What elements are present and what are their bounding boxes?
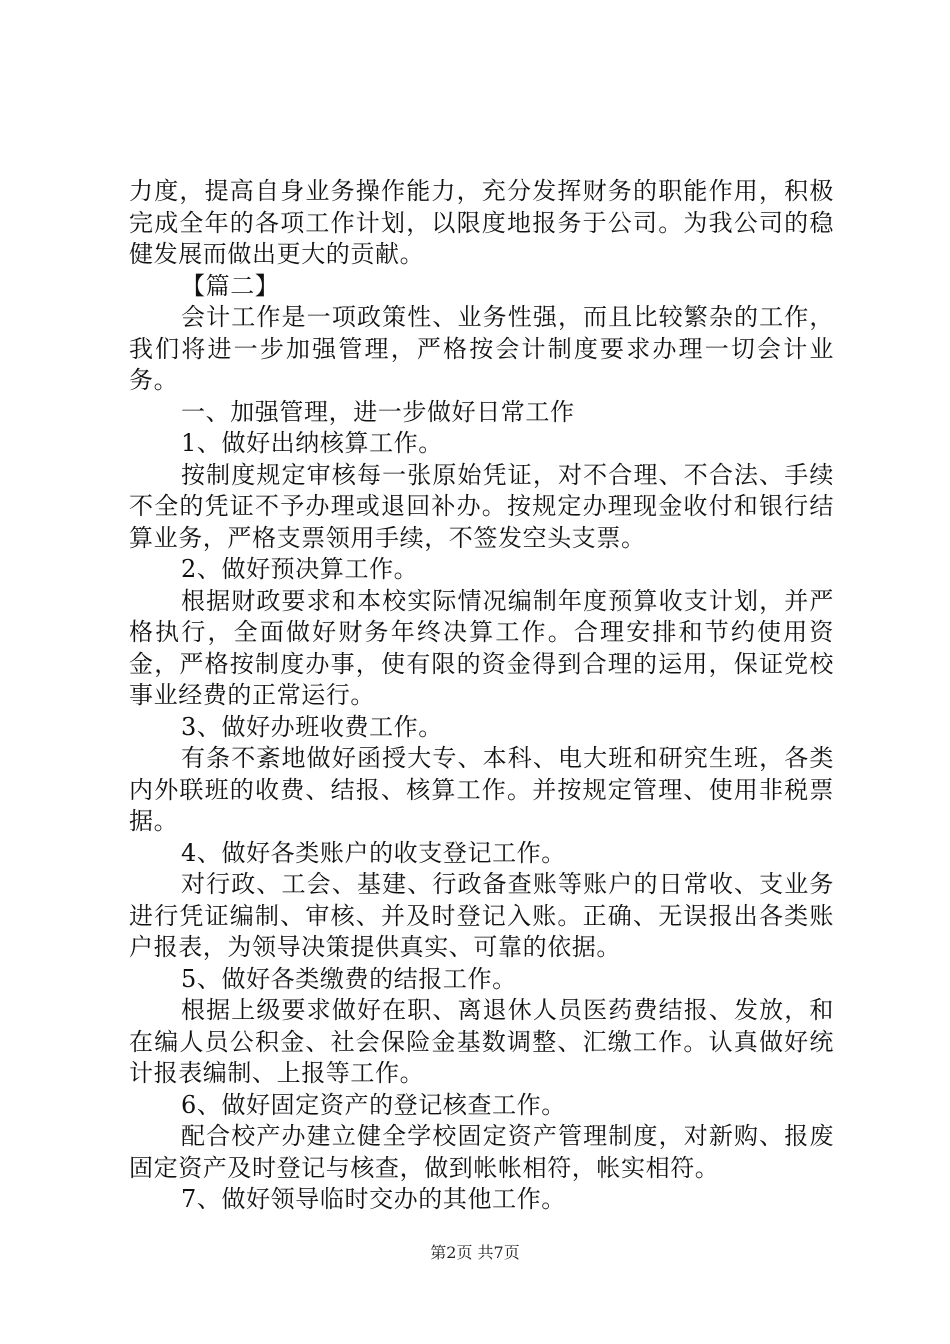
paragraph-item-1: 按制度规定审核每一张原始凭证，对不合理、不合法、手续不全的凭证不予办理或退回补办。按规定办理现金收付和银行结算业务，严格支票领用手续，不签发空头支票。 [129, 460, 834, 552]
heading-item-7: 7、做好领导临时交办的其他工作。 [181, 1185, 566, 1213]
paragraph-item-6: 配合校产办建立健全学校固定资产管理制度，对新购、报废固定资产及时登记与核查，做到帐帐相符，帐实相符。 [129, 1122, 834, 1182]
heading-item-4: 4、做好各类账户的收支登记工作。 [181, 838, 566, 867]
heading-item-6: 6、做好固定资产的登记核查工作。 [181, 1090, 566, 1119]
heading-strengthen-management: 一、加强管理，进一步做好日常工作 [181, 397, 575, 426]
page-number-label: 第2页 共7页 [430, 1243, 520, 1262]
document-body [129, 176, 834, 1216]
heading-item-5: 5、做好各类缴费的结报工作。 [181, 964, 517, 993]
paragraph-item-4: 对行政、工会、基建、行政备查账等账户的日常收、支业务进行凭证编制、审核、并及时登记入账。正确、无误报出各类账户报表，为领导决策提供真实、可靠的依据。 [129, 870, 834, 961]
paragraph-item-2: 根据财政要求和本校实际情况编制年度预算收支计划，并严格执行，全面做好财务年终决算工作。合理安排和节约使用资金，严格按制度办事，使有限的资金得到合理的运用，保证党校事业经费的正常运行。 [129, 586, 834, 709]
section-heading-part-two: 【篇二】 [181, 271, 280, 300]
heading-item-1: 1、做好出纳核算工作。 [181, 429, 443, 457]
page-footer [0, 1243, 950, 1263]
heading-item-3: 3、做好办班收费工作。 [181, 712, 443, 741]
paragraph-intro: 会计工作是一项政策性、业务性强，而且比较繁杂的工作，我们将进一步加强管理，严格按会计制度要求办理一切会计业务。 [129, 303, 834, 394]
heading-item-2: 2、做好预决算工作。 [181, 555, 419, 583]
paragraph-item-3: 有条不紊地做好函授大专、本科、电大班和研究生班，各类内外联班的收费、结报、核算工作。并按规定管理、使用非税票据。 [129, 744, 834, 835]
paragraph-1: 力度，提高自身业务操作能力，充分发挥财务的职能作用，积极完成全年的各项工作计划，以限度地报务于公司。为我公司的稳健发展而做出更大的贡献。 [129, 177, 834, 268]
paragraph-item-5: 根据上级要求做好在职、离退休人员医药费结报、发放，和在编人员公积金、社会保险金基数调整、汇缴工作。认真做好统计报表编制、上报等工作。 [129, 996, 834, 1087]
